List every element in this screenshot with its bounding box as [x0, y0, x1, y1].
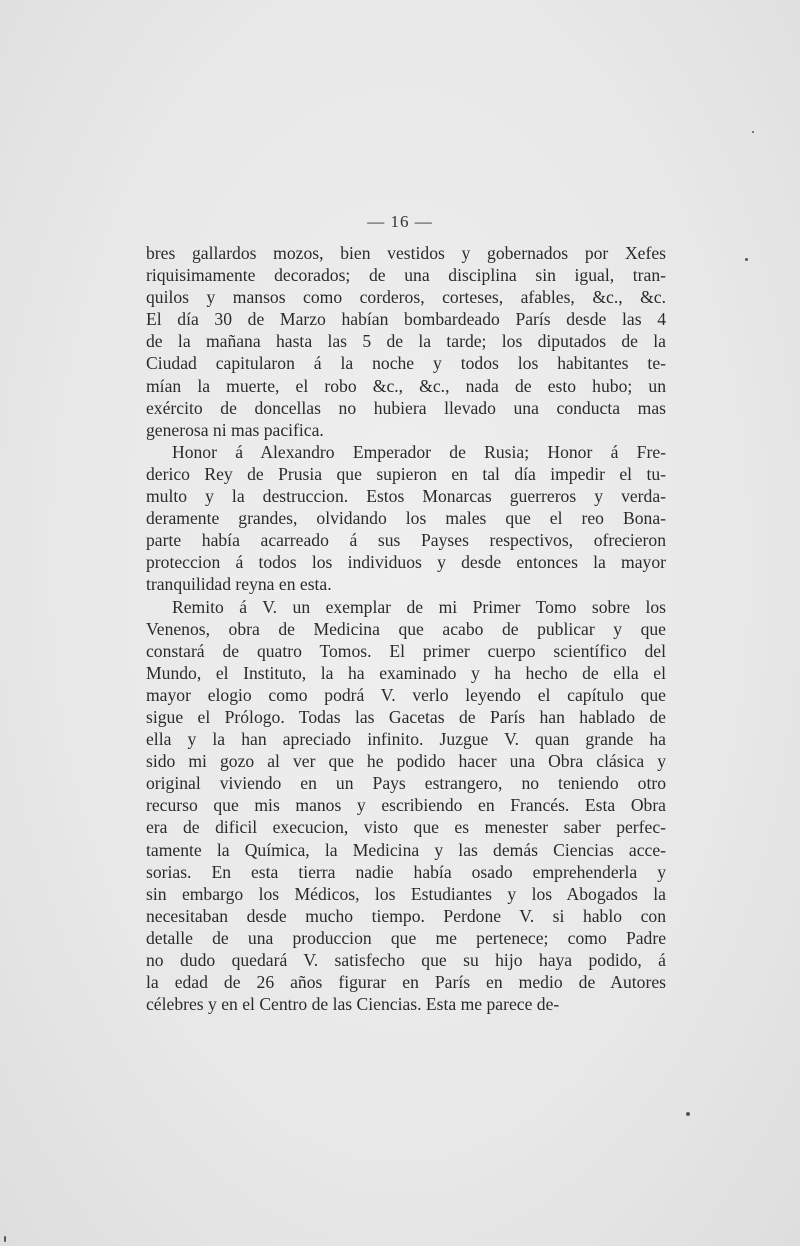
text-line: recurso que mis manos y escribiendo en Francés. Esta Obra	[146, 795, 666, 816]
paragraph	[146, 441, 666, 596]
text-line: tamente la Química, la Medicina y las demás Ciencias acce-	[146, 839, 666, 860]
text-line: necesitaban desde mucho tiempo. Perdone V. si hablo con	[146, 905, 666, 926]
text-line: sigue el Prólogo. Todas las Gacetas de París han hablado de	[146, 706, 666, 727]
dust-speck	[4, 1236, 6, 1242]
text-line: El día 30 de Marzo habían bombardeado París desde las 4	[146, 309, 666, 330]
text-line: tranquilidad reyna en esta.	[146, 574, 332, 595]
dust-speck	[686, 1112, 690, 1116]
text-line: de la mañana hasta las 5 de la tarde; los diputados de la	[146, 331, 666, 352]
text-line: sido mi gozo al ver que he podido hacer una Obra clásica y	[146, 751, 666, 772]
text-line: sorias. En esta tierra nadie había osado emprehenderla y	[146, 861, 666, 882]
text-line: mayor elogio como podrá V. verlo leyendo el capítulo que	[146, 684, 666, 705]
text-line: bres gallardos mozos, bien vestidos y gobernados por Xefes	[146, 243, 666, 263]
dust-speck	[745, 258, 748, 261]
text-line: ella y la han apreciado infinito. Juzgue V. quan grande ha	[146, 729, 666, 750]
text-line: detalle de una produccion que me pertenece; como Padre	[146, 927, 666, 948]
text-line: riquisimamente decorados; de una disciplina sin igual, tran-	[146, 265, 666, 286]
text-line: deramente grandes, olvidando los males que el reo Bona-	[146, 508, 666, 529]
text-line: Ciudad capitularon á la noche y todos los habitantes te-	[146, 353, 666, 374]
text-line: parte había acarreado á sus Payses respectivos, ofrecieron	[146, 530, 666, 551]
text-line: mían la muerte, el robo &c., &c., nada de esto hubo; un	[146, 375, 666, 396]
text-line: derico Rey de Prusia que supieron en tal día impedir el tu-	[146, 463, 666, 484]
text-line: Venenos, obra de Medicina que acabo de publicar y que	[146, 618, 666, 639]
text-line: sin embargo los Médicos, los Estudiantes y los Abogados la	[146, 883, 666, 904]
text-line: generosa ni mas pacifica.	[146, 419, 324, 440]
paragraph	[146, 596, 666, 1016]
text-line: multo y la destruccion. Estos Monarcas guerreros y verda-	[146, 486, 666, 507]
page-number: — 16 —	[367, 212, 433, 231]
text-line: constará de quatro Tomos. El primer cuerpo scientífico del	[146, 640, 666, 661]
text-line: proteccion á todos los individuos y desde entonces la mayor	[146, 552, 666, 573]
text-line: no dudo quedará V. satisfecho que su hijo haya podido, á	[146, 950, 666, 970]
text-line: quilos y mansos como corderos, corteses, afables, &c., &c.	[146, 287, 666, 308]
dust-speck	[752, 131, 754, 133]
text-line: exército de doncellas no hubiera llevado una conducta mas	[146, 397, 666, 418]
text-line: era de dificil execucion, visto que es menester saber perfec-	[146, 817, 666, 838]
text-line: célebres y en el Centro de las Ciencias. Esta me parece de-	[146, 994, 560, 1015]
text-line: original viviendo en un Pays estrangero, no teniendo otro	[146, 773, 666, 794]
text-line: Mundo, el Instituto, la ha examinado y ha hecho de ella el	[146, 662, 666, 683]
paragraph	[146, 242, 666, 441]
text-line: la edad de 26 años figurar en París en medio de Autores	[146, 972, 666, 993]
text-line: Honor á Alexandro Emperador de Rusia; Honor á Fre-	[172, 441, 666, 462]
body-text	[146, 242, 666, 1015]
paragraph-container	[146, 242, 666, 1015]
text-line: Remito á V. un exemplar de mi Primer Tomo sobre los	[172, 596, 666, 617]
